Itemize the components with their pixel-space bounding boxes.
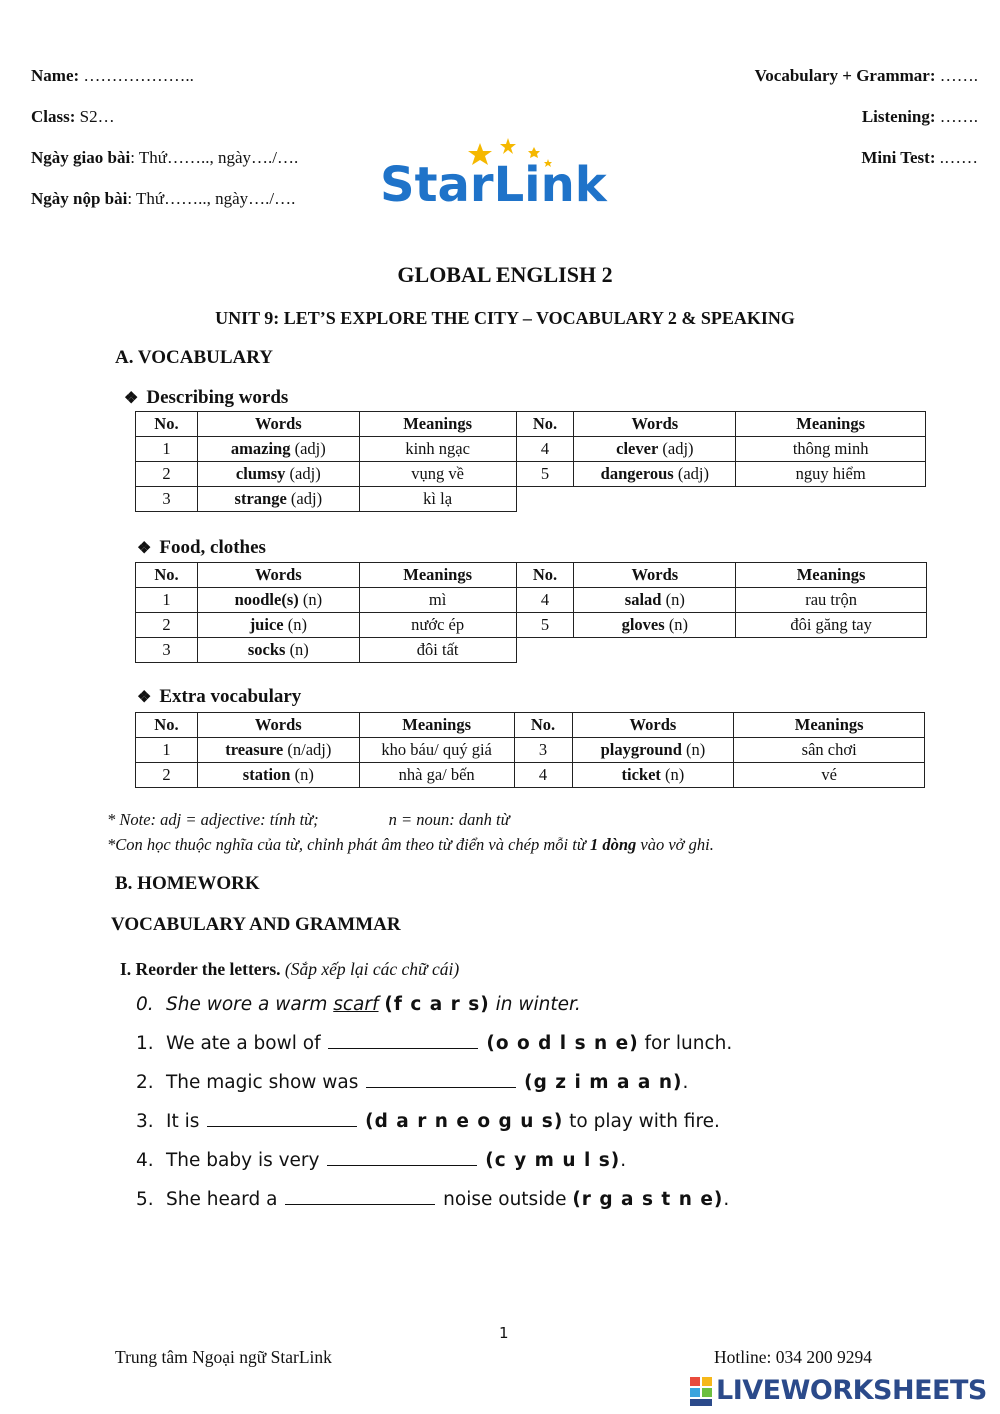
score-mini-test (861, 148, 978, 168)
exercise-item: 4. The baby is very (c y m u l s). (136, 1150, 627, 1171)
col-header: Meanings (734, 713, 925, 738)
cell-no: 3 (136, 638, 198, 663)
extra-vocabulary-heading: ❖ Extra vocabulary (137, 686, 302, 707)
cell-no: 3 (136, 487, 198, 512)
table-header-row (136, 563, 927, 588)
cell-word: clumsy (adj) (197, 462, 359, 487)
col-header: No. (516, 563, 574, 588)
due-label: Ngày nộp bài (31, 189, 128, 208)
cell-no: 1 (136, 588, 198, 613)
col-header: No. (514, 713, 572, 738)
listening-label: Listening: (861, 107, 936, 126)
answer-blank[interactable] (366, 1071, 516, 1088)
note-abbreviations: * Note: adj = adjective: tính từ; n = noun: danh từ (107, 810, 510, 829)
cell-word: station (n) (197, 763, 359, 788)
col-header: No. (136, 412, 198, 437)
page-number: 1 (499, 1324, 509, 1342)
answer-blank[interactable] (207, 1110, 357, 1127)
name-line (31, 66, 194, 86)
starlink-wordmark: StarLink (380, 157, 607, 213)
cell-word: noodle(s) (n) (197, 588, 359, 613)
cell-meaning: kinh ngạc (359, 437, 516, 462)
diamond-bullet-icon: ❖ (124, 390, 139, 407)
table-header-row (136, 713, 925, 738)
cell-word: socks (n) (197, 638, 359, 663)
name-value[interactable]: ……………….. (79, 66, 194, 85)
cell-meaning: nguy hiểm (736, 462, 926, 487)
assigned-date-line (31, 148, 298, 168)
col-header: No. (136, 713, 198, 738)
class-value: S2… (75, 107, 115, 126)
table-row (136, 763, 925, 788)
diamond-bullet-icon: ❖ (137, 689, 152, 706)
describing-words-table (135, 411, 926, 512)
minitest-label: Mini Test: (861, 148, 936, 167)
col-header: Meanings (359, 412, 516, 437)
exercise-item: 2. The magic show was (g z i m a a n). (136, 1072, 689, 1093)
describing-words-heading: ❖ Describing words (124, 387, 289, 408)
table-row (136, 738, 925, 763)
cell-no: 5 (516, 462, 574, 487)
col-header: Meanings (359, 563, 516, 588)
table-row (136, 588, 927, 613)
listening-value: ……. (935, 107, 978, 126)
food-clothes-heading: ❖ Food, clothes (137, 537, 266, 558)
cell-no: 4 (516, 588, 574, 613)
table-row (136, 613, 927, 638)
cell-meaning: đôi tất (359, 638, 516, 663)
exercise-title: I. Reorder the letters. (Sắp xếp lại các chữ cái) (120, 959, 460, 979)
name-label: Name: (31, 66, 80, 85)
cell-word: juice (n) (197, 613, 359, 638)
col-header: Words (197, 563, 359, 588)
liveworksheets-icon (690, 1377, 714, 1407)
exercise-item: 5. She heard a noise outside (r g a s t n e). (136, 1189, 730, 1210)
due-value: : Thứ…….., ngày…./…. (127, 189, 296, 208)
example-sentence: 0. She wore a warm scarf (f c a r s) in winter. (136, 994, 581, 1015)
assigned-label: Ngày giao bài (31, 148, 131, 167)
answer-blank[interactable] (327, 1149, 477, 1166)
cell-word: clever (adj) (574, 437, 736, 462)
col-header: Meanings (359, 713, 514, 738)
cell-word: playground (n) (572, 738, 734, 763)
cell-meaning: mì (359, 588, 516, 613)
cell-no: 2 (136, 462, 198, 487)
cell-word: ticket (n) (572, 763, 734, 788)
cell-meaning: vé (734, 763, 925, 788)
cell-word: salad (n) (574, 588, 736, 613)
table-row (136, 487, 926, 512)
vg-label: Vocabulary + Grammar: (754, 66, 936, 85)
unit-title: UNIT 9: LET’S EXPLORE THE CITY – VOCABULARY 2 & SPEAKING (215, 308, 795, 328)
cell-meaning: vụng về (359, 462, 516, 487)
empty-cell (516, 487, 926, 512)
cell-no: 5 (516, 613, 574, 638)
vocab-grammar-heading: VOCABULARY AND GRAMMAR (111, 914, 401, 935)
cell-meaning: rau trộn (736, 588, 927, 613)
answer-blank[interactable] (285, 1188, 435, 1205)
cell-meaning: đôi găng tay (736, 613, 927, 638)
class-label: Class: (31, 107, 76, 126)
extra-vocabulary-table (135, 712, 925, 788)
col-header: Meanings (736, 563, 927, 588)
empty-cell (516, 638, 926, 663)
minitest-value: .…… (935, 148, 978, 167)
col-header: Words (572, 713, 734, 738)
cell-no: 4 (516, 437, 574, 462)
footer-center-name: Trung tâm Ngoại ngữ StarLink (115, 1347, 332, 1367)
exercise-item: 3. It is (d a r n e o g u s) to play with fire. (136, 1111, 720, 1132)
col-header: Words (197, 412, 359, 437)
table-row (136, 638, 927, 663)
example-answer: scarf (333, 994, 379, 1015)
cell-meaning: sân chơi (734, 738, 925, 763)
col-header: No. (136, 563, 198, 588)
score-vocab-grammar (755, 66, 978, 86)
table-row (136, 437, 926, 462)
vg-value: ……. (935, 66, 978, 85)
section-b-heading: B. HOMEWORK (115, 873, 260, 894)
food-clothes-table (135, 562, 927, 663)
cell-no: 1 (136, 738, 198, 763)
cell-meaning: nhà ga/ bến (359, 763, 514, 788)
answer-blank[interactable] (328, 1032, 478, 1049)
cell-meaning: kì lạ (359, 487, 516, 512)
cell-word: amazing (adj) (197, 437, 359, 462)
cell-meaning: kho báu/ quý giá (359, 738, 514, 763)
cell-no: 1 (136, 437, 198, 462)
cell-meaning: thông minh (736, 437, 926, 462)
col-header: Meanings (736, 412, 926, 437)
score-listening (862, 107, 978, 127)
cell-no: 4 (514, 763, 572, 788)
col-header: Words (574, 563, 736, 588)
table-row (136, 462, 926, 487)
cell-no: 3 (514, 738, 572, 763)
diamond-bullet-icon: ❖ (137, 540, 152, 557)
col-header: Words (574, 412, 736, 437)
starlink-logo (380, 135, 630, 220)
cell-word: gloves (n) (574, 613, 736, 638)
due-date-line (31, 189, 295, 209)
cell-word: dangerous (adj) (574, 462, 736, 487)
col-header: Words (197, 713, 359, 738)
section-a-heading: A. VOCABULARY (115, 347, 274, 368)
assigned-value: : Thứ…….., ngày…./…. (130, 148, 299, 167)
exercise-item: 1. We ate a bowl of (o o d l s n e) for lunch. (136, 1033, 733, 1054)
table-header-row (136, 412, 926, 437)
liveworksheets-logo[interactable]: LIVEWORKSHEETS (690, 1375, 990, 1409)
cell-word: strange (adj) (197, 487, 359, 512)
footer-hotline: Hotline: 034 200 9294 (714, 1347, 872, 1367)
cell-no: 2 (136, 613, 198, 638)
cell-word: treasure (n/adj) (197, 738, 359, 763)
class-line (31, 107, 115, 127)
cell-no: 2 (136, 763, 198, 788)
cell-meaning: nước ép (359, 613, 516, 638)
page-title: GLOBAL ENGLISH 2 (397, 262, 613, 287)
col-header: No. (516, 412, 574, 437)
note-instructions: *Con học thuộc nghĩa của từ, chỉnh phát âm theo từ điển và chép mỗi từ 1 dòng vào vở ghi. (107, 835, 714, 854)
